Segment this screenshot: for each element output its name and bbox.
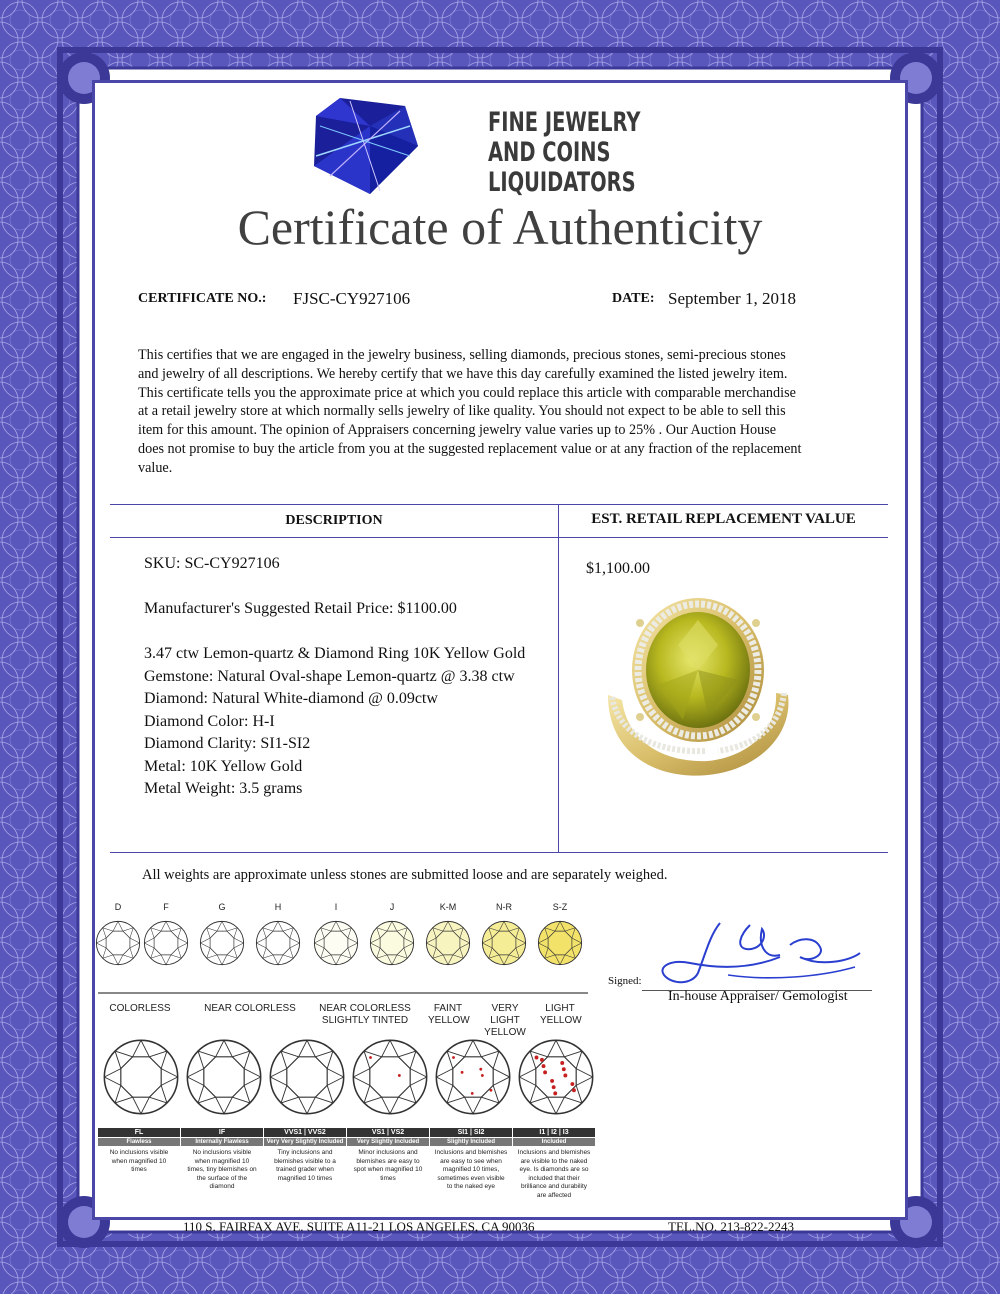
- color-category-line2: SLIGHTLY TINTED: [321, 1015, 409, 1026]
- description-header: DESCRIPTION: [285, 513, 383, 528]
- clarity-grade-code: VS1 | VS2: [347, 1128, 429, 1137]
- color-category-line2: YELLOW: [484, 1027, 526, 1038]
- clarity-diamond-icon: [434, 1038, 512, 1121]
- color-grade-label: G: [218, 902, 226, 912]
- clarity-description-line: the surface of the: [196, 1174, 248, 1182]
- table-top-rule: [110, 504, 888, 505]
- clarity-grade-description: [181, 1149, 263, 1192]
- color-grade-label: D: [114, 902, 122, 912]
- footer-telephone: TEL.NO. 213-822-2243: [668, 1219, 795, 1234]
- signed-label: Signed:: [608, 975, 642, 987]
- clarity-grade-description: [430, 1149, 512, 1192]
- clarity-grade-description: [264, 1149, 346, 1183]
- clarity-description-line: to the naked eye: [446, 1183, 496, 1191]
- footer-address: 110 S. FAIRFAX AVE. SUITE A11-21 LOS ANGELES, CA 90036: [183, 1219, 535, 1234]
- clarity-description-line: sometimes even visible: [437, 1174, 505, 1182]
- value-header: EST. RETAIL REPLACEMENT VALUE: [591, 511, 856, 527]
- color-grade-diamond-icon: [425, 920, 471, 971]
- clarity-grade-code: FL: [98, 1128, 180, 1137]
- color-category-line1: NEAR COLORLESS: [319, 1003, 411, 1014]
- ring-image: [598, 585, 798, 785]
- color-category-line2: YELLOW: [428, 1015, 470, 1026]
- msrp: Manufacturer's Suggested Retail Price: $1100.00: [144, 600, 457, 617]
- detail-line: Gemstone: Natural Oval-shape Lemon-quartz @ 3.38 ctw: [144, 667, 515, 685]
- clarity-description-line: spot when magnified 10: [353, 1166, 423, 1174]
- appraiser-title: In-house Appraiser/ Gemologist: [668, 989, 848, 1004]
- clarity-grade-description: [98, 1149, 180, 1175]
- color-category-line1: NEAR COLORLESS: [204, 1003, 296, 1014]
- clarity-description-line: magnified 10 times: [277, 1174, 333, 1182]
- clarity-description-line: Inclusions and blemishes: [434, 1149, 508, 1156]
- intro-line: at a retail jewelry store at which normally sells jewelry of like quality. You should not expect to be able to sell this: [138, 403, 786, 420]
- color-category: [480, 1003, 530, 1039]
- color-grade-label: J: [389, 902, 395, 912]
- weights-footnote: All weights are approximate unless stones are submitted loose and are separately weighed.: [142, 867, 668, 883]
- clarity-grade-name: Flawless: [98, 1138, 180, 1146]
- certificate-title: Certificate of Authenticity: [237, 199, 763, 255]
- sku: SKU: SC-CY927106: [144, 555, 280, 572]
- clarity-description-line: Minor inclusions and: [358, 1149, 418, 1156]
- detail-line: Diamond: Natural White-diamond @ 0.09ctw: [144, 690, 438, 707]
- clarity-description-line: diamond: [209, 1183, 235, 1191]
- color-grade-label: S-Z: [552, 902, 568, 912]
- table-bottom-rule: [110, 852, 888, 853]
- clarity-description-line: magnified 10 times,: [442, 1166, 500, 1174]
- intro-line: does not promise to buy the article from you at the suggested replacement value or at any fraction of the replacement: [138, 440, 802, 457]
- clarity-description-line: brilliance and durability: [520, 1183, 588, 1191]
- clarity-description-line: when magnified 10: [111, 1157, 167, 1165]
- detail-line: Diamond Color: H-I: [144, 712, 275, 730]
- color-grade-label: F: [163, 902, 169, 912]
- clarity-grade-name: Included: [513, 1138, 595, 1146]
- clarity-description-line: blemishes visible to a: [274, 1157, 336, 1165]
- clarity-diamond-icon: [102, 1038, 180, 1121]
- clarity-diamond-icon: [517, 1038, 595, 1121]
- certificate-date: September 1, 2018: [668, 289, 796, 308]
- clarity-description-line: when magnified 10: [194, 1157, 250, 1165]
- intro-line: item for this amount. The opinion of Appraisers concerning jewelry value varies up to 25% . Our Auction House: [138, 422, 777, 439]
- company-name-line1: FINE JEWELRY: [488, 107, 641, 138]
- detail-line: Metal: 10K Yellow Gold: [144, 757, 303, 775]
- color-category-line1: LIGHT: [545, 1003, 575, 1014]
- color-grade-diamond-icon: [199, 920, 245, 971]
- clarity-grade-name: Very Slightly Included: [347, 1138, 429, 1146]
- color-grade-diamond-icon: [255, 920, 301, 971]
- clarity-diamond-icon: [351, 1038, 429, 1121]
- clarity-description-line: included that their: [528, 1174, 580, 1182]
- clarity-grade-code: VVS1 | VVS2: [264, 1128, 346, 1137]
- color-scale-bracket: [98, 992, 588, 994]
- color-category: [540, 1003, 580, 1027]
- clarity-grade-code: IF: [181, 1128, 263, 1137]
- clarity-description-line: No inclusions visible: [192, 1149, 252, 1156]
- color-grade-diamond-icon: [481, 920, 527, 971]
- certificate-number: FJSC-CY927106: [293, 289, 411, 308]
- color-grade-diamond-icon: [95, 920, 141, 971]
- signature: [650, 915, 870, 990]
- clarity-description-line: times: [380, 1174, 396, 1182]
- color-grade-diamond-icon: [143, 920, 189, 971]
- clarity-grade-name: Internally Flawless: [181, 1138, 263, 1146]
- clarity-description-line: eye. Is diamonds are so: [519, 1166, 589, 1174]
- color-category: [190, 1003, 310, 1015]
- clarity-diamond-icon: [185, 1038, 263, 1121]
- clarity-description-line: blemishes are easy to: [356, 1157, 420, 1165]
- certificate-number-label: CERTIFICATE NO.:: [138, 291, 267, 306]
- clarity-grade-name: Very Very Slightly Included: [264, 1138, 346, 1146]
- color-category-line1: VERY LIGHT: [490, 1003, 520, 1026]
- table-divider: [558, 504, 559, 853]
- clarity-description-line: times, tiny blemishes on: [187, 1166, 257, 1174]
- color-category-line1: FAINT: [433, 1003, 463, 1014]
- color-grade-label: N-R: [496, 902, 512, 912]
- intro-line: This certificate tells you the approximate price at which you could replace this article with comparable merchandise: [138, 384, 796, 401]
- detail-line: Metal Weight: 3.5 grams: [144, 780, 303, 797]
- company-logo: [310, 96, 420, 196]
- color-category-line1: COLORLESS: [109, 1003, 171, 1014]
- color-category-line2: YELLOW: [540, 1015, 582, 1026]
- date-label: DATE:: [612, 291, 655, 306]
- color-category: [305, 1003, 425, 1027]
- clarity-grade-name: Slightly Included: [430, 1138, 512, 1146]
- intro-line: and jewelry of all descriptions. We hereby certify that we have this day carefully examined the listed jewelry item.: [138, 365, 788, 382]
- clarity-description-line: times: [131, 1166, 147, 1174]
- color-category: [100, 1003, 180, 1015]
- clarity-grade-code: SI1 | SI2: [430, 1128, 512, 1137]
- intro-line: This certifies that we are engaged in the jewelry business, selling diamonds, precious stones, semi-precious stones: [138, 347, 786, 363]
- intro-line: value.: [138, 459, 173, 476]
- clarity-grade-description: [347, 1149, 429, 1183]
- clarity-grade-code: I1 | I2 | I3: [513, 1128, 595, 1137]
- color-grade-diamond-icon: [537, 920, 583, 971]
- company-name-line3: LIQUIDATORS: [488, 167, 636, 198]
- table-header-rule: [110, 537, 888, 538]
- color-grade-label: H: [274, 902, 282, 912]
- clarity-diamond-icon: [268, 1038, 346, 1121]
- clarity-description-line: trained grader when: [276, 1166, 334, 1174]
- clarity-grade-description: [513, 1149, 595, 1201]
- color-grade-diamond-icon: [369, 920, 415, 971]
- color-grade-label: I: [334, 902, 338, 912]
- retail-value: $1,100.00: [586, 560, 650, 577]
- clarity-description-line: No inclusions visible: [109, 1149, 169, 1156]
- clarity-description-line: are visible to the naked: [520, 1157, 588, 1165]
- color-category: [428, 1003, 468, 1027]
- detail-line: 3.47 ctw Lemon-quartz & Diamond Ring 10K Yellow Gold: [144, 645, 526, 662]
- clarity-description-line: are affected: [536, 1191, 572, 1199]
- clarity-description-line: Inclusions and blemishes: [517, 1149, 591, 1156]
- company-name-line2: AND COINS: [488, 137, 611, 168]
- clarity-description-line: Tiny inclusions and: [277, 1149, 333, 1156]
- clarity-description-line: are easy to see when: [440, 1157, 502, 1165]
- color-grade-label: K-M: [439, 902, 457, 912]
- intro-paragraph: [138, 346, 878, 478]
- color-grade-diamond-icon: [313, 920, 359, 971]
- detail-line: Diamond Clarity: SI1-SI2: [144, 735, 311, 752]
